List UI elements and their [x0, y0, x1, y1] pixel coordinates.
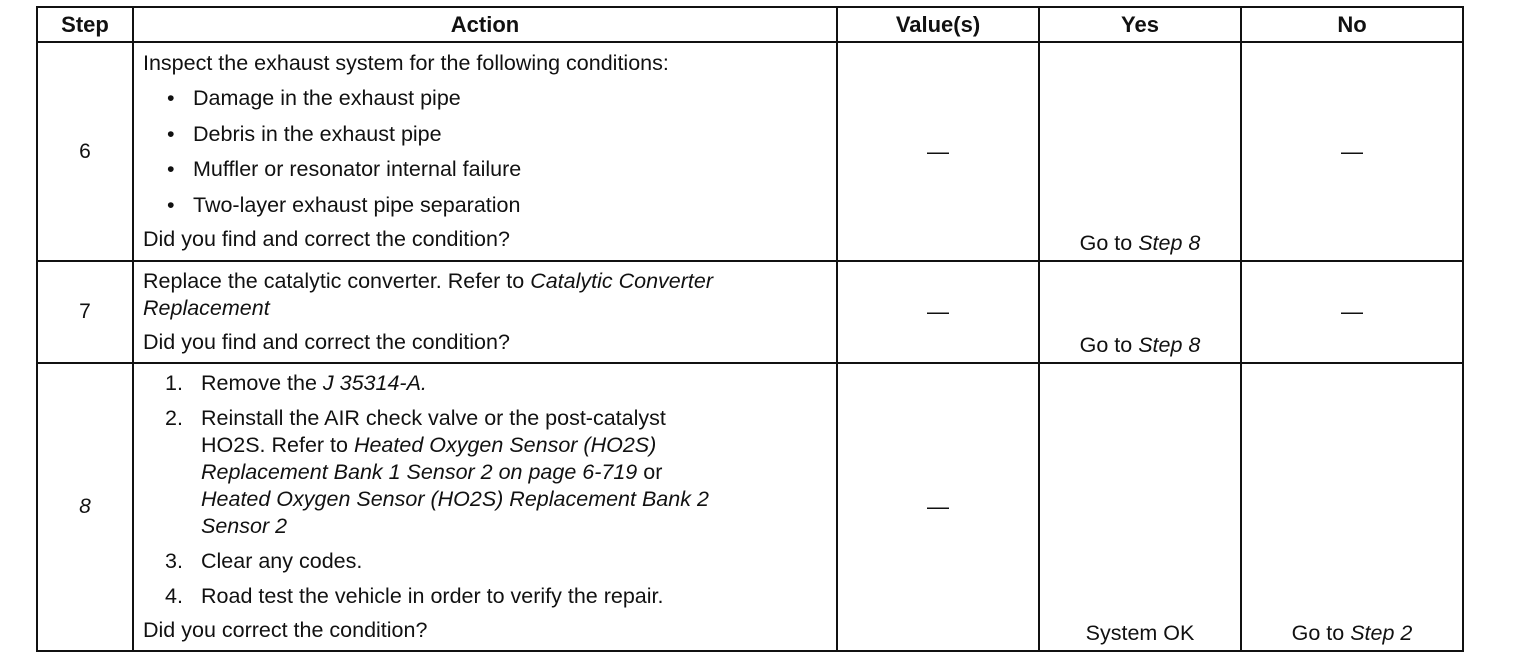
yes-cell — [1039, 42, 1241, 261]
step-number: 7 — [37, 261, 133, 363]
numbered-item: 2. Reinstall the AIR check valve or the post-catalyst HO2S. Refer to Heated Oxygen Sensor (HO2S) Replacement Bank 1 Sensor 2 on page 6-719 or Heated Oxygen Sensor (HO2S) Replacement Bank 2 Sensor 2 — [165, 406, 709, 538]
header-row — [37, 7, 1463, 42]
action-question: Did you correct the condition? — [143, 618, 428, 642]
bullet-icon: • — [167, 121, 175, 146]
yes-cell — [1039, 363, 1241, 651]
value-cell: — — [837, 363, 1039, 651]
numbered-item: 1. Remove the J 35314-A. — [165, 371, 427, 395]
yes-step-ref: Step 8 — [1138, 333, 1201, 357]
table-row-step-8 — [37, 363, 1463, 651]
no-step-ref: Step 2 — [1350, 621, 1413, 645]
action-cell — [133, 363, 837, 651]
no-prefix: Go to — [1291, 621, 1351, 645]
bullet-item: • Damage in the exhaust pipe — [143, 81, 828, 117]
bullet-item: • Two-layer exhaust pipe separation — [143, 188, 828, 224]
header-no: No — [1241, 7, 1463, 42]
header-action: Action — [133, 7, 837, 42]
no-cell: — — [1241, 42, 1463, 261]
action-text: Replace the catalytic converter. Refer to Catalytic Converter Replacement — [143, 269, 714, 320]
table-row-step-6 — [37, 42, 1463, 261]
bullet-icon: • — [167, 192, 175, 217]
action-intro: Inspect the exhaust system for the following conditions: — [143, 50, 669, 75]
yes-prefix: Go to — [1079, 333, 1139, 357]
bullet-item: • Muffler or resonator internal failure — [143, 152, 828, 188]
yes-step-ref: Step 8 — [1138, 231, 1201, 255]
bullet-item: • Debris in the exhaust pipe — [143, 117, 828, 153]
yes-cell — [1039, 261, 1241, 363]
step-number: 8 — [37, 363, 133, 651]
action-question: Did you find and correct the condition? — [143, 330, 510, 354]
diagnostic-table — [36, 6, 1464, 652]
bullet-icon: • — [167, 157, 175, 182]
action-question: Did you find and correct the condition? — [143, 227, 510, 252]
header-values: Value(s) — [837, 7, 1039, 42]
header-step: Step — [37, 7, 133, 42]
yes-result: System OK — [1085, 621, 1195, 645]
no-cell — [1241, 363, 1463, 651]
no-cell: — — [1241, 261, 1463, 363]
header-yes: Yes — [1039, 7, 1241, 42]
bullet-icon: • — [167, 86, 175, 111]
value-cell: — — [837, 42, 1039, 261]
action-cell — [133, 261, 837, 363]
step-number: 6 — [37, 42, 133, 261]
table-row-step-7 — [37, 261, 1463, 363]
yes-prefix: Go to — [1079, 231, 1139, 255]
numbered-item: 4. Road test the vehicle in order to verify the repair. — [165, 584, 664, 608]
value-cell: — — [837, 261, 1039, 363]
numbered-item: 3. Clear any codes. — [165, 549, 363, 573]
action-cell — [133, 42, 837, 261]
